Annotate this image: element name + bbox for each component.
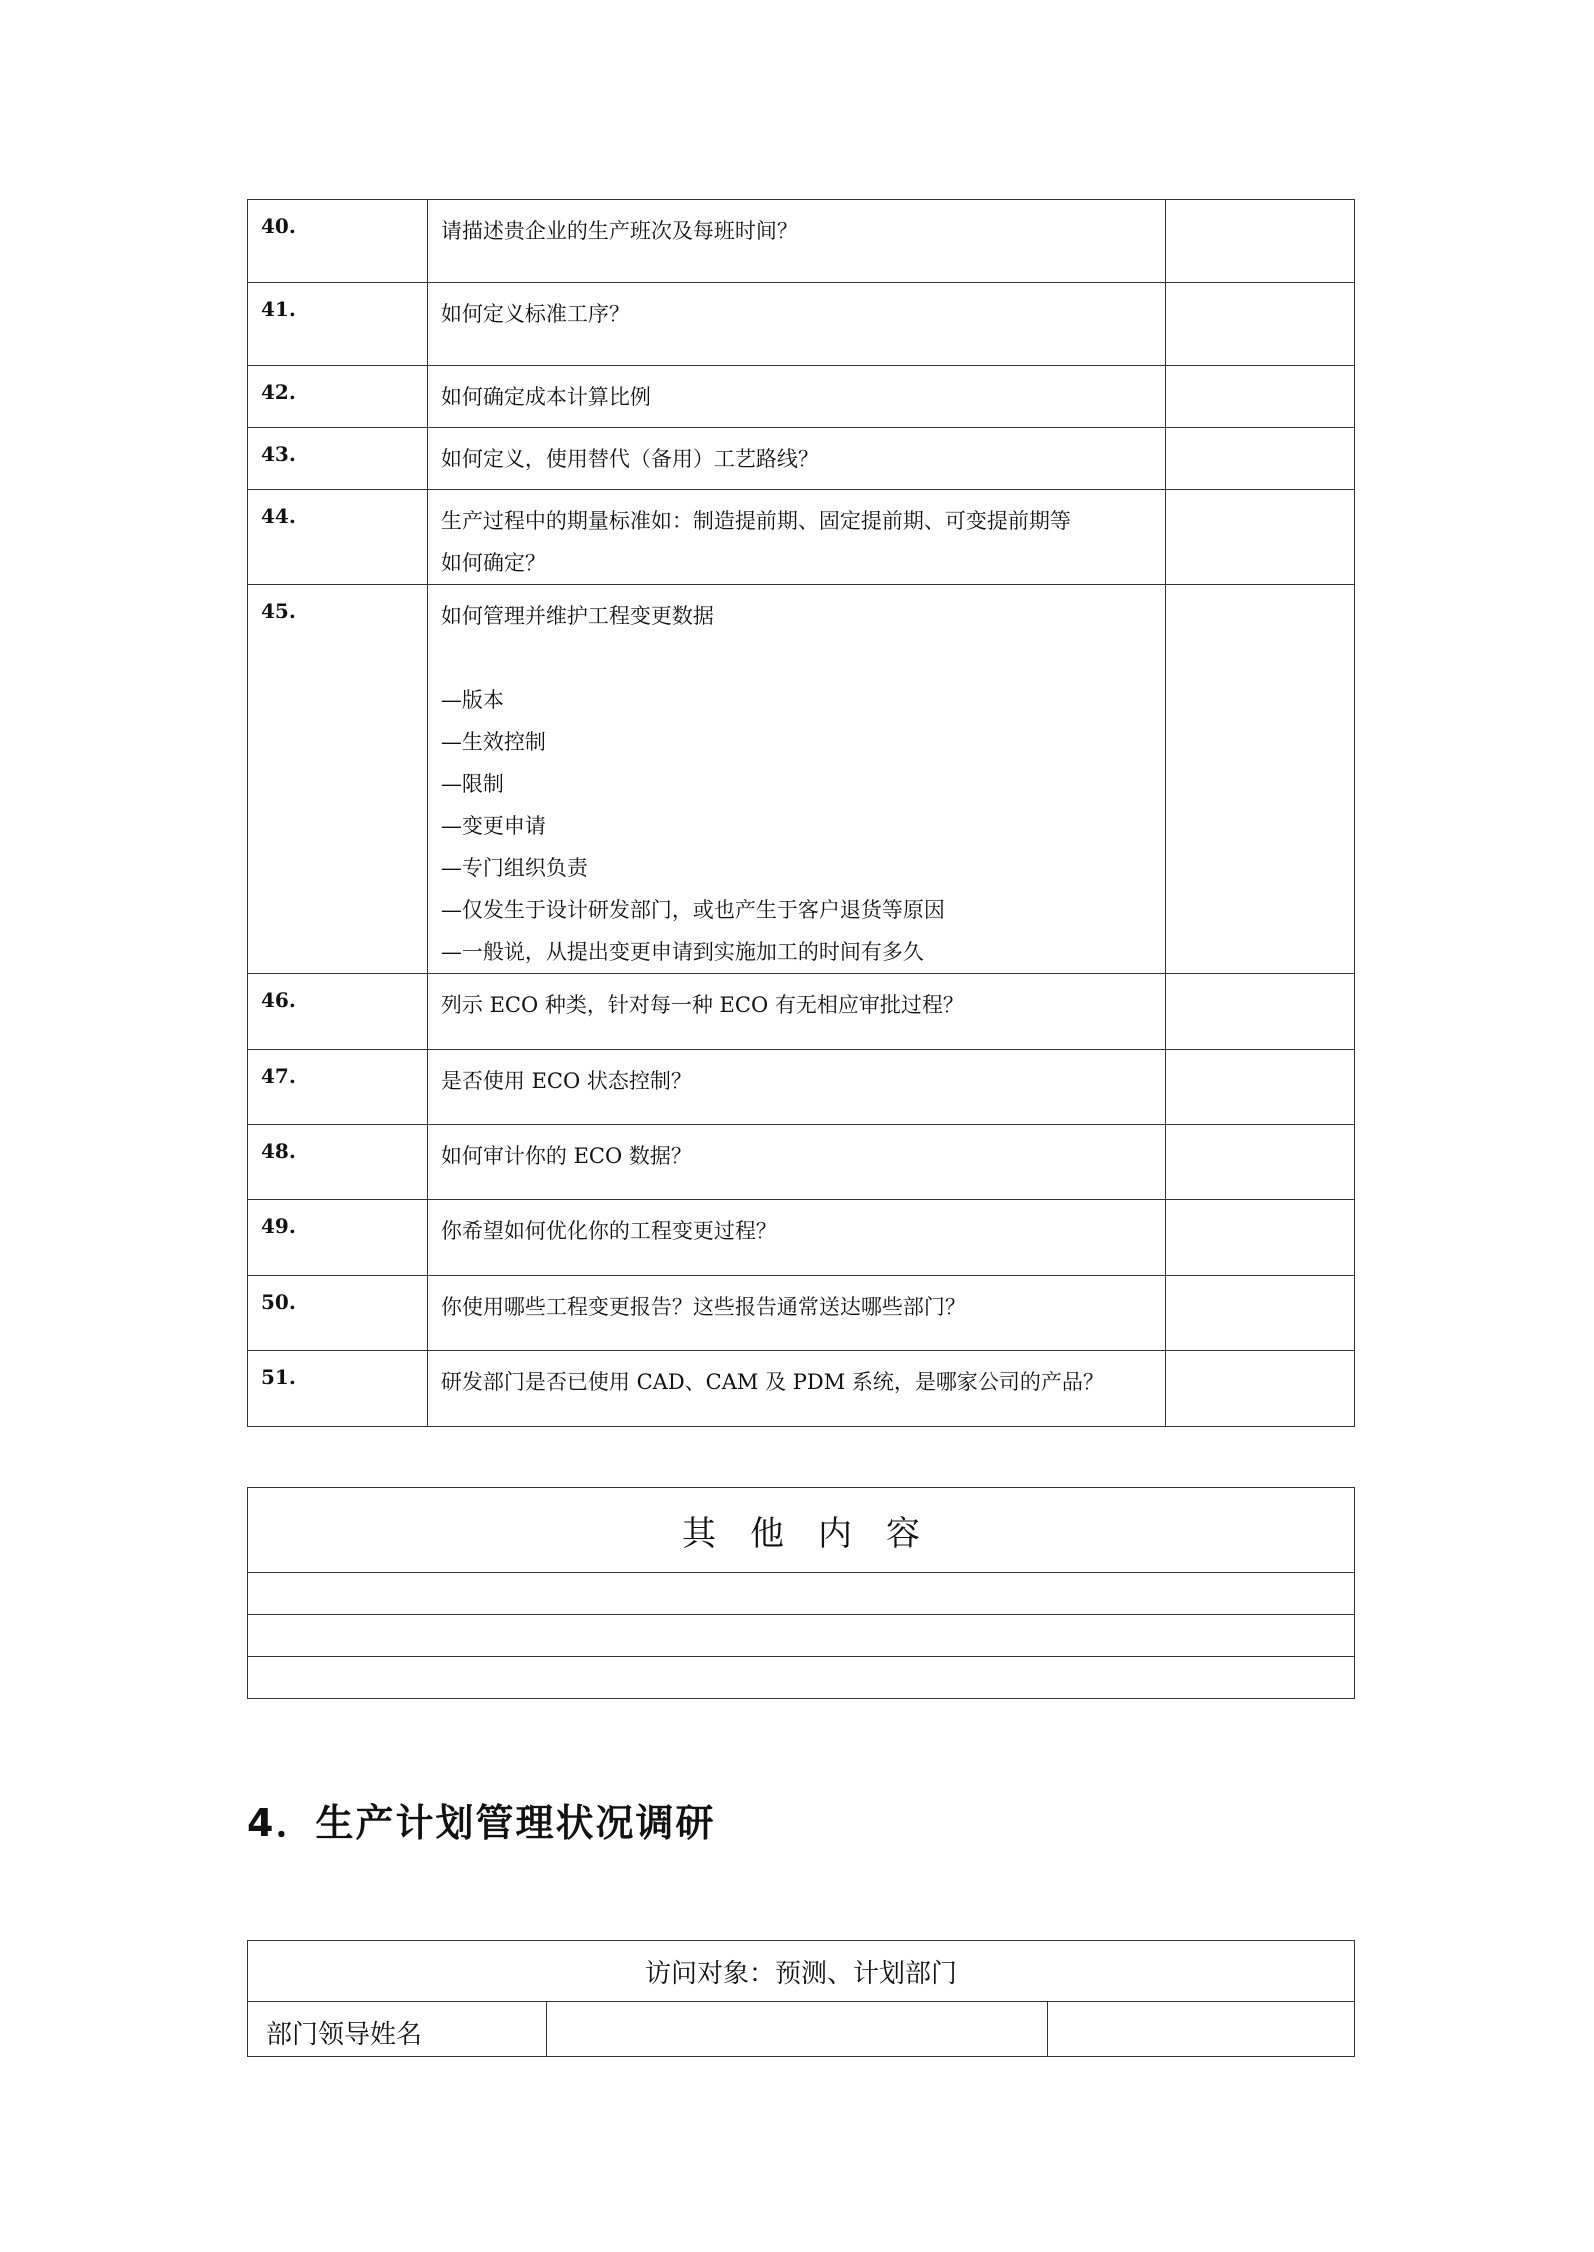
question-text-line: —仅发生于设计研发部门，或也产生于客户退货等原因 (440, 898, 945, 922)
table-row (248, 200, 1355, 283)
question-text-cell (427, 974, 1165, 1050)
question-text-line: 如何审计你的 ECO 数据？ (440, 1144, 692, 1168)
table-row (248, 490, 1355, 585)
question-number: 51. (248, 1351, 428, 1427)
answer-cell[interactable] (1165, 200, 1354, 283)
question-text-cell (427, 200, 1165, 283)
question-number: 48. (248, 1125, 428, 1200)
answer-cell[interactable] (1165, 1276, 1354, 1351)
table-row (248, 974, 1355, 1050)
question-text-cell (427, 428, 1165, 490)
question-text-line: —变更申请 (440, 814, 546, 838)
question-number: 40. (248, 200, 428, 283)
question-text-line (441, 637, 1165, 679)
table-row (248, 585, 1355, 974)
question-text-cell (427, 490, 1165, 585)
question-text-cell (427, 1351, 1165, 1427)
question-number: 50. (248, 1276, 428, 1351)
question-text-cell (427, 1276, 1165, 1351)
table-row (248, 366, 1355, 428)
question-text-cell (427, 366, 1165, 428)
question-number: 43. (248, 428, 428, 490)
question-text-line: 你希望如何优化你的工程变更过程？ (440, 1219, 777, 1243)
question-text-cell (427, 585, 1165, 974)
question-number: 45. (248, 585, 428, 974)
table-row (248, 1351, 1355, 1427)
question-text-cell (427, 283, 1165, 366)
table-row (248, 1125, 1355, 1200)
question-number: 44. (248, 490, 428, 585)
question-number: 49. (248, 1200, 428, 1276)
visit-table (247, 1940, 1355, 2057)
answer-cell[interactable] (1165, 974, 1354, 1050)
question-number: 41. (248, 283, 428, 366)
question-text-line: 如何确定成本计算比例 (440, 385, 651, 409)
answer-cell[interactable] (1165, 1125, 1354, 1200)
leader-extra-field[interactable] (1048, 2002, 1355, 2057)
other-content-table (247, 1487, 1355, 1699)
answer-cell[interactable] (1165, 1351, 1354, 1427)
answer-cell[interactable] (1165, 283, 1354, 366)
question-text-line: —一般说，从提出变更申请到实施加工的时间有多久 (440, 940, 924, 964)
question-text-cell (427, 1200, 1165, 1276)
questionnaire-table (247, 199, 1355, 1427)
answer-cell[interactable] (1165, 1050, 1354, 1125)
question-text-line: —专门组织负责 (440, 856, 588, 880)
visit-header: 访问对象：预测、计划部门 (248, 1941, 1355, 2002)
table-row (248, 1276, 1355, 1351)
question-text-line: 列示 ECO 种类，针对每一种 ECO 有无相应审批过程？ (440, 993, 964, 1017)
answer-cell[interactable] (1165, 1200, 1354, 1276)
question-number: 46. (248, 974, 428, 1050)
table-row (248, 428, 1355, 490)
question-text-line: —版本 (440, 688, 504, 712)
question-text-line: 如何定义标准工序？ (440, 302, 630, 326)
answer-cell[interactable] (1165, 428, 1354, 490)
answer-cell[interactable] (1165, 366, 1354, 428)
question-text-line: —限制 (440, 772, 504, 796)
section-title: 4．生产计划管理状况调研 (247, 1801, 716, 1845)
table-row (248, 1200, 1355, 1276)
question-number: 42. (248, 366, 428, 428)
question-text-cell (427, 1125, 1165, 1200)
other-content-blank-row[interactable] (248, 1615, 1355, 1657)
question-text-line: 如何确定？ (440, 551, 546, 575)
other-content-blank-row[interactable] (248, 1573, 1355, 1615)
question-text-line: 是否使用 ECO 状态控制？ (440, 1069, 692, 1093)
question-text-line: 生产过程中的期量标准如：制造提前期、固定提前期、可变提前期等 (440, 509, 1071, 533)
question-number: 47. (248, 1050, 428, 1125)
answer-cell[interactable] (1165, 490, 1354, 585)
question-text-line: 如何定义，使用替代（备用）工艺路线？ (440, 447, 819, 471)
other-content-blank-row[interactable] (248, 1657, 1355, 1699)
table-row (248, 1050, 1355, 1125)
table-row (248, 283, 1355, 366)
question-text-line: —生效控制 (440, 730, 546, 754)
question-text-line: 你使用哪些工程变更报告？这些报告通常送达哪些部门？ (440, 1295, 966, 1319)
other-content-title: 其他内容 (248, 1488, 1355, 1573)
leader-name-label: 部门领导姓名 (248, 2002, 547, 2057)
question-text-line: 如何管理并维护工程变更数据 (440, 604, 714, 628)
question-text-cell (427, 1050, 1165, 1125)
answer-cell[interactable] (1165, 585, 1354, 974)
question-text-line: 请描述贵企业的生产班次及每班时间？ (440, 219, 798, 243)
question-text-line: 研发部门是否已使用 CAD、CAM 及 PDM 系统，是哪家公司的产品？ (440, 1370, 1104, 1394)
leader-name-field[interactable] (547, 2002, 1048, 2057)
